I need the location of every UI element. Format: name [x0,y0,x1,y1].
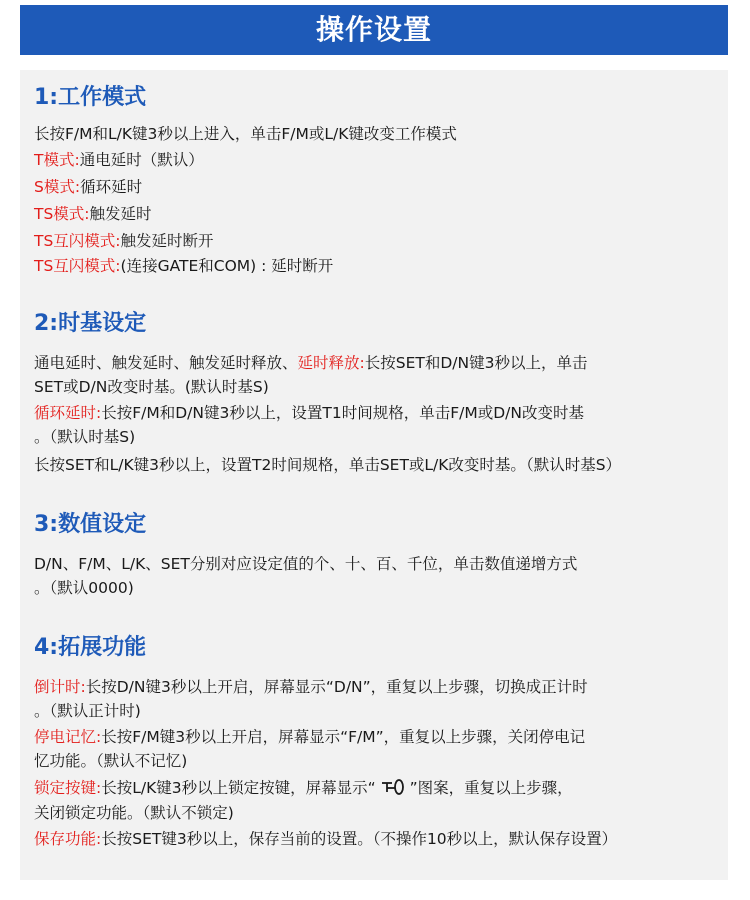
page-header [20,5,728,55]
page-title: 操作设置 [315,13,432,46]
line-text: 长按L/K键3秒以上锁定按键，屏幕显示“ [101,779,376,797]
section-title-value-setting: 3:数值设定 [34,512,147,537]
section-title-extended-functions: 4:拓展功能 [34,635,147,660]
mode-label: TS互闪模式: [34,232,121,250]
line-text: 长按SET键3秒以上，保存当前的设置。（不操作10秒以上，默认保存设置） [101,830,618,848]
mode-ts-flash-line [34,230,718,252]
line-text: 触发延时 [89,205,152,223]
line-text: 长按D/N键3秒以上开启，屏幕显示“D/N”，重复以上步骤，切换成正计时 [85,678,588,696]
line-text: 触发延时断开 [120,232,214,250]
line-text: 长按F/M键3秒以上开启，屏幕显示“F/M”，重复以上步骤，关闭停电记 [101,728,586,746]
line-text: 长按F/M和L/K键3秒以上进入，单击F/M或L/K键改变工作模式 [34,125,457,143]
mode-ts-flash-gate-line [34,255,718,277]
countdown-label: 倒计时: [34,678,86,696]
section-title-time-base: 2:时基设定 [34,311,147,336]
countdown-line-1 [34,676,718,698]
power-memory-line-1 [34,726,718,748]
lock-symbol-icon [378,778,408,796]
line-text: 循环延时 [80,178,143,196]
content-panel [20,70,728,880]
work-mode-intro [34,123,718,145]
value-setting-line-1 [34,553,718,575]
cycle-delay-label: 循环延时: [34,404,102,422]
countdown-line-2 [34,700,718,722]
line-text: 长按SET和D/N键3秒以上，单击 [364,354,588,372]
line-text: 。（默认时基S) [34,428,136,446]
mode-s-line [34,176,718,198]
power-memory-label: 停电记忆: [34,728,102,746]
save-function-line [34,828,718,850]
key-lock-label: 锁定按键: [34,779,102,797]
line-text: 长按SET和L/K键3秒以上，设置T2时间规格，单击SET或L/K改变时基。（默认时基S） [34,456,622,474]
line-text: 长按F/M和D/N键3秒以上，设置T1时间规格，单击F/M或D/N改变时基 [101,404,584,422]
mode-label: TS模式: [34,205,90,223]
line-text: 。（默认0000) [34,579,134,597]
time-base-line-1 [34,352,718,374]
key-lock-line-2 [34,802,718,824]
line-text: 。（默认正计时) [34,702,141,720]
key-lock-line-1 [34,777,718,799]
line-text: 忆功能。（默认不记忆) [34,752,188,770]
time-base-line-5 [34,454,718,476]
section-title-work-mode: 1:工作模式 [34,85,147,110]
time-base-line-3 [34,402,718,424]
power-memory-line-2 [34,750,718,772]
line-text: 通电延时、触发延时、触发延时释放、 [34,354,298,372]
mode-label: T模式: [34,151,80,169]
mode-t-line [34,149,718,171]
value-setting-line-2 [34,577,718,599]
mode-ts-line [34,203,718,225]
line-text: (连接GATE和COM) : 延时断开 [120,257,334,275]
line-text: D/N、F/M、L/K、SET分别对应设定值的个、十、百、千位，单击数值递增方式 [34,555,578,573]
save-function-label: 保存功能: [34,830,102,848]
mode-label: TS互闪模式: [34,257,121,275]
line-text: ”图案，重复以上步骤， [409,779,573,797]
line-text: 通电延时（默认） [79,151,204,169]
mode-label: S模式: [34,178,81,196]
line-text: SET或D/N改变时基。(默认时基S) [34,378,269,396]
time-base-line-4 [34,426,718,448]
delay-release-label: 延时释放: [297,354,365,372]
time-base-line-2 [34,376,718,398]
line-text: 关闭锁定功能。（默认不锁定) [34,804,234,822]
